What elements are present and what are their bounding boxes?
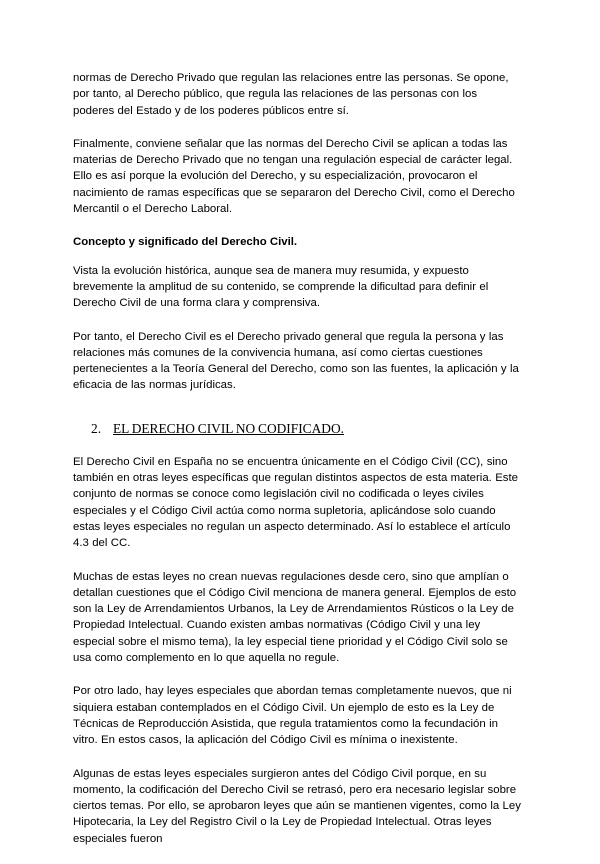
paragraph-civil-law-definition: Por tanto, el Derecho Civil es el Derecho privado general que regula la persona y las relaciones más comunes de la convivencia humana, así como ciertas cuestiones pertenecientes a la Teoría General del Derecho, como son las fuentes, la aplicación y la eficacia de las normas jurídicas.: [73, 330, 519, 392]
document-page: [73, 70, 521, 864]
paragraph-new-topics: Por otro lado, hay leyes especiales que abordan temas completamente nuevos, que ni siquiera estaban contemplados en el Código Civil. Un ejemplo de esto es la Ley de Técnicas de Reproducción Asistida, que regula tratamientos como la fecundación in vitro. En estos casos, la aplicación del Código Civil es mínima o inexistente.: [73, 685, 512, 747]
subheading-concept: Concepto y significado del Derecho Civil.: [73, 236, 298, 249]
paragraph-special-laws-examples: Muchas de estas leyes no crean nuevas regulaciones desde cero, sino que amplían o detallan cuestiones que el Código Civil menciona de manera general. Ejemplos de esto son la Ley de Arrendamientos Urbanos, la Ley de Arrendamientos Rústicos o la Ley de Propiedad Intelectual. Cuando existen ambas normativas (Código Civil y una ley especial sobre el mismo tema), la ley especial tiene prioridad y el Código Civil solo se usa como complemento en lo que aquella no regule.: [73, 570, 517, 665]
section-number: 2.: [91, 420, 102, 436]
paragraph-private-law-definition: normas de Derecho Privado que regulan las relaciones entre las personas. Se opone, por tanto, al Derecho público, que regula las relaciones de las personas con los poderes del Estado y de los poderes públicos entre sí.: [73, 72, 509, 117]
section-heading: [91, 420, 521, 438]
section-title: EL DERECHO CIVIL NO CODIFICADO.: [113, 420, 344, 436]
paragraph-historical-evolution: Vista la evolución histórica, aunque sea de manera muy resumida, y expuesto brevemente la amplitud de su contenido, se comprende la dificultad para definir el Derecho Civil de una forma clara y comprensiva.: [73, 264, 489, 310]
paragraph-uncodified-law: El Derecho Civil en España no se encuentra únicamente en el Código Civil (CC), sino también en otras leyes específicas que regulan distintos aspectos de esta materia. Este conjunto de normas se conoce como legislación civil no codificada o leyes civiles especiales y el Código Civil actúa como norma supletoria, aplicándose solo cuando estas leyes especiales no regulan un aspecto determinado. Así lo establece el artículo 4.3 del CC.: [73, 455, 518, 550]
paragraph-civil-law-scope: Finalmente, conviene señalar que las normas del Derecho Civil se aplican a todas las materias de Derecho Privado que no tengan una regulación especial de carácter legal. Ello es así porque la evolución del Derecho, y su especialización, provocaron el nacimiento de ramas específicas que se separaron del Derecho Civil, como el Derecho Mercantil o el Derecho Laboral.: [73, 137, 515, 216]
paragraph-prior-laws: Algunas de estas leyes especiales surgieron antes del Código Civil porque, en su momento, la codificación del Derecho Civil se retrasó, pero era necesario legislar sobre ciertos temas. Por ello, se aprobaron leyes que aún se mantienen vigentes, como la Ley Hipotecaria, la Ley del Registro Civil o la Ley de Propiedad Intelectual. Otras leyes especiales fueron: [73, 767, 521, 845]
